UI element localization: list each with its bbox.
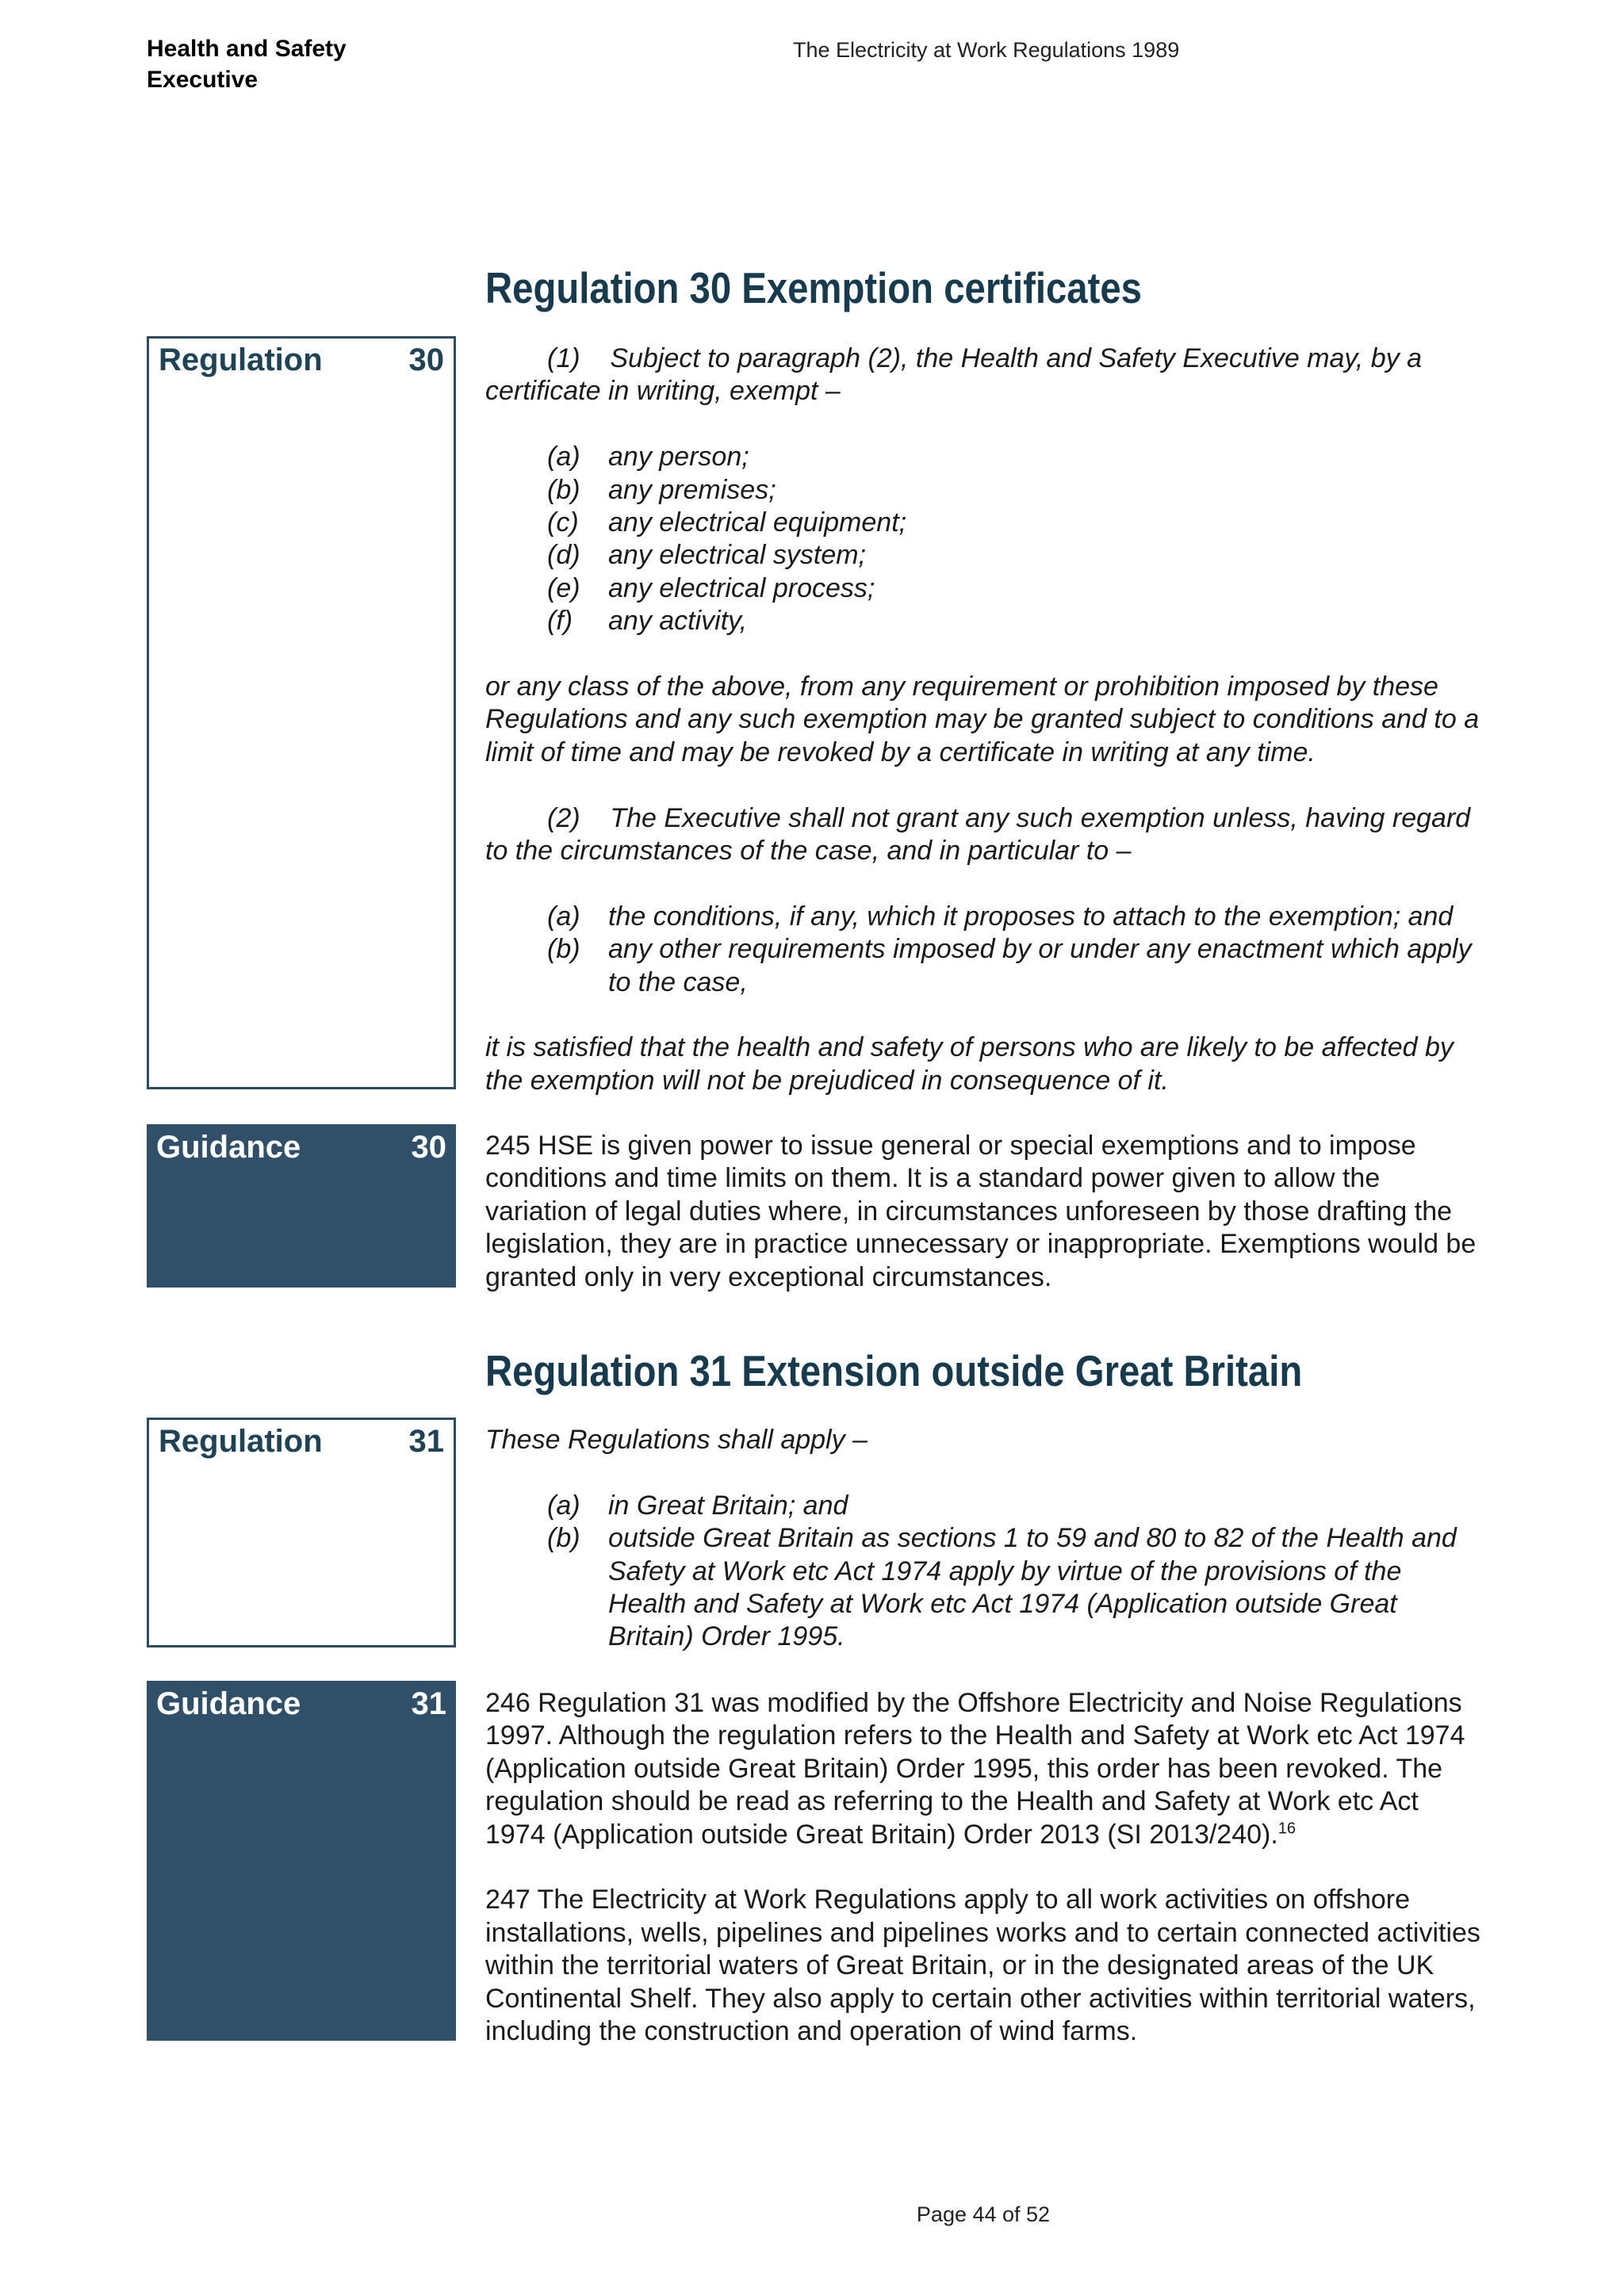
paragraph: or any class of the above, from any requirement or prohibition imposed by these Regulations and any such exemption may be granted subject to conditions and to a limit of time and may be revoked by a certificate in writing at any time.: [485, 672, 1480, 767]
footnote-reference[interactable]: 16: [1277, 1820, 1297, 1838]
document-title: The Electricity at Work Regulations 1989: [793, 38, 1180, 62]
paragraph-245: 245 HSE is given power to issue general or special exemptions and to impose conditions and time limits on them. It is a standard power given to allow the variation of legal duties where, in circumstances unforeseen by those drafting the legislation, they are in practice unnecessary or inappropriate. Exemptions would be granted only in very exceptional circumstances.: [485, 1131, 1477, 1292]
exemption-list: [485, 441, 1484, 637]
box-label: Guidance: [156, 1130, 301, 1165]
regulation-30-text: [485, 342, 1484, 1097]
box-number: 30: [408, 342, 444, 377]
list-item: (e) any electrical process;: [547, 572, 875, 603]
list-item: (f) any activity,: [547, 606, 748, 637]
guidance-30-box: [147, 1124, 456, 1288]
regulation-31-heading: Regulation 31 Extension outside Great Britain: [485, 1346, 1303, 1395]
regulation-30-heading: Regulation 30 Exemption certificates: [485, 263, 1142, 312]
list-item: (a) any person;: [547, 442, 749, 473]
box-label: Guidance: [156, 1686, 301, 1721]
application-list: [485, 1490, 1484, 1654]
box-number: 31: [408, 1424, 444, 1459]
guidance-31-text: [485, 1687, 1484, 2048]
conditions-list: [485, 901, 1484, 999]
publisher-name: Health and Safety Executive: [147, 36, 347, 93]
paragraph-247: 247 The Electricity at Work Regulations apply to all work activities on offshore installations, wells, pipelines and pipelines works and to certain connected activities within the territorial waters of Great Britain, or in the designated areas of the UK Continental Shelf. They also apply to certain other activities within territorial waters, including the construction and operation of wind farms.: [485, 1885, 1480, 2047]
box-label: Regulation: [159, 342, 323, 377]
list-item: (c) any electrical equipment;: [547, 507, 907, 538]
list-item: (b) any premises;: [547, 474, 776, 505]
regulation-30-box: [147, 336, 456, 1089]
list-item: (d) any electrical system;: [547, 540, 866, 571]
box-number: 30: [411, 1130, 446, 1165]
list-item: (a) the conditions, if any, which it proposes to attach to the exemption; and: [547, 901, 1454, 932]
box-number: 31: [411, 1686, 446, 1721]
list-item: (b) outside Great Britain as sections 1 to 59 and 80 to 82 of the Health and Safety at Work etc Act 1974 apply by virtue of the provisions of the Health and Safety at Work etc Act 1974 (Application outside Great Britain) Order 1995.: [547, 1523, 1457, 1652]
paragraph: (1) Subject to paragraph (2), the Health and Safety Executive may, by a certificate in writing, exempt –: [485, 343, 1430, 407]
regulation-31-text: [485, 1424, 1484, 1654]
list-item: (b) any other requirements imposed by or under any enactment which apply to the case,: [547, 934, 1472, 997]
list-item: (a) in Great Britain; and: [547, 1490, 848, 1521]
box-label: Regulation: [159, 1424, 323, 1459]
regulation-31-box: [147, 1418, 456, 1647]
paragraph: it is satisfied that the health and safety of persons who are likely to be affected by the exemption will not be prejudiced in consequence of it.: [485, 1032, 1454, 1096]
paragraph: (2) The Executive shall not grant any such exemption unless, having regard to the circumstances of the case, and in particular to –: [485, 802, 1478, 867]
page-number: Page 44 of 52: [916, 2202, 1051, 2226]
guidance-30-text: [485, 1130, 1484, 1294]
paragraph: These Regulations shall apply –: [485, 1425, 868, 1455]
paragraph-246: 246 Regulation 31 was modified by the Offshore Electricity and Noise Regulations 1997. Although the regulation refers to the Health and Safety at Work etc Act 1974 (Application outside Great Britain) Order 1995, this order has been revoked. The regulation should be read as referring to the Health and Safety at Work etc Act 1974 (Application outside Great Britain) Order 2013 (SI 2013/240).$^{16}$: [485, 1688, 1465, 1850]
guidance-31-box: [147, 1681, 456, 2041]
